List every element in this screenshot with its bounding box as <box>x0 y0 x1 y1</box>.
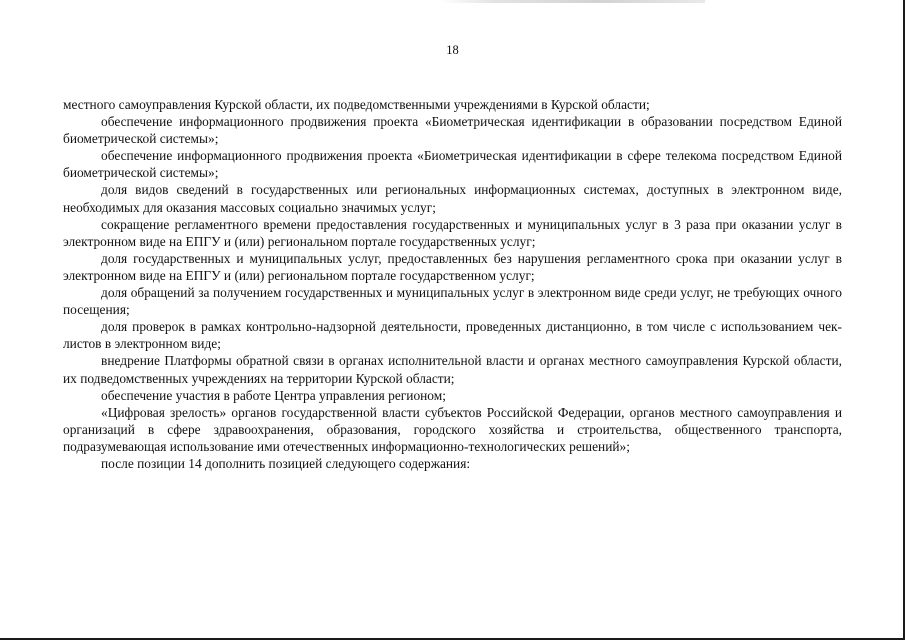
paragraph: внедрение Платформы обратной связи в органах исполнительной власти и органах местного самоуправления Курской области, их подведомственных учреждениях на территории Курской области; <box>63 353 842 386</box>
page-number: 18 <box>446 43 459 57</box>
paragraph: доля обращений за получением государственных и муниципальных услуг в электронном виде среди услуг, не требующих очного посещения; <box>63 285 842 318</box>
document-body <box>63 96 842 472</box>
paragraph: обеспечение участия в работе Центра управления регионом; <box>101 387 446 403</box>
paragraph: местного самоуправления Курской области, их подведомственными учреждениями в Курской области; <box>63 97 650 112</box>
paragraph: обеспечение информационного продвижения проекта «Биометрическая идентификации в образовании посредством Единой биометрической системы»; <box>63 114 842 147</box>
paragraph: после позиции 14 дополнить позицией следующего содержания: <box>101 455 471 471</box>
paragraph: доля проверок в рамках контрольно-надзорной деятельности, проведенных дистанционно, в том числе с использованием чек-листов в электронном виде; <box>63 319 842 352</box>
paragraph: «Цифровая зрелость» органов государственной власти субъектов Российской Федерации, органов местного самоуправления и организаций в сфере здравоохранения, образования, городского хозяйства и строительства, общественного транспорта, подразумевающая использование ими отечественных информационно-технологических решений»; <box>63 404 842 454</box>
paragraph: сокращение регламентного времени предоставления государственных и муниципальных услуг в 3 раза при оказании услуг в электронном виде на ЕПГУ и (или) региональном портале государственных услуг; <box>63 216 842 249</box>
paragraph: доля государственных и муниципальных услуг, предоставленных без нарушения регламентного срока при оказании услуг в электронном виде на ЕПГУ и (или) региональном портале государственном услуг; <box>63 250 842 283</box>
paragraph: обеспечение информационного продвижения проекта «Биометрическая идентификации в сфере телекома посредством Единой биометрической системы»; <box>63 148 842 181</box>
paragraph: доля видов сведений в государственных или региональных информационных системах, доступных в электронном виде, необходимых для оказания массовых социально значимых услуг; <box>63 182 842 215</box>
scan-artifact <box>440 0 705 3</box>
